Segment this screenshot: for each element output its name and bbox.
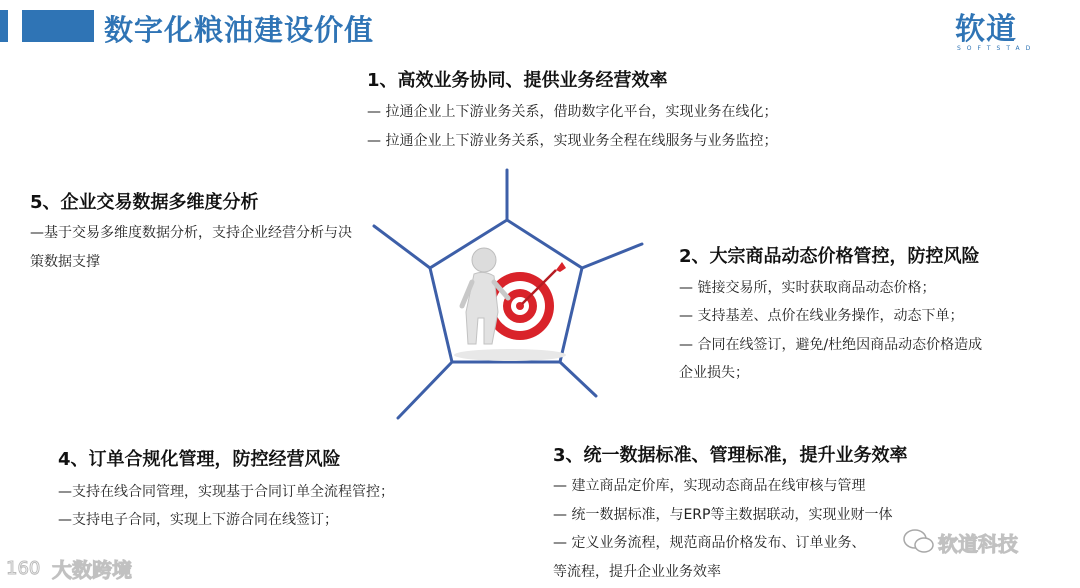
section-4-line: —支持在线合同管理，实现基于合同订单全流程管控； — [58, 484, 394, 500]
section-2-line: — 链接交易所，实时获取商品动态价格； — [679, 280, 936, 296]
section-1-line: — 拉通企业上下游业务关系，实现业务全程在线服务与业务监控； — [367, 133, 778, 149]
svg-text:160: 160 — [6, 558, 41, 579]
section-3-line: — 建立商品定价库，实现动态商品在线审核与管理 — [553, 478, 866, 494]
section-5-line: 策数据支撑 — [30, 254, 100, 270]
section-2-line: — 支持基差、点价在线业务操作，动态下单； — [679, 308, 964, 324]
section-3-line: 等流程，提升企业业务效率 — [553, 564, 721, 580]
section-5-line: —基于交易多维度数据分析，支持企业经营分析与决 — [30, 225, 352, 241]
section-1-line: — 拉通企业上下游业务关系，借助数字化平台，实现业务在线化； — [367, 104, 778, 120]
section-2-line: 企业损失； — [679, 365, 749, 381]
logo-text: 软道 — [955, 12, 1017, 47]
logo-subtext: SOFTSTAD — [957, 45, 1037, 52]
section-4-title: 4、订单合规化管理，防控经营风险 — [58, 449, 341, 470]
section-5-title: 5、企业交易数据多维度分析 — [30, 192, 259, 213]
wechat-icon — [902, 526, 936, 556]
section-1-title: 1、高效业务协同、提供业务经营效率 — [367, 70, 668, 91]
spoke-bottom-right — [560, 362, 596, 396]
section-4-line: —支持电子合同，实现上下游合同在线签订； — [58, 512, 338, 528]
watermark-logo-icon — [6, 555, 46, 579]
spoke-left — [374, 226, 430, 268]
target-figure-icon — [454, 248, 566, 361]
section-2-title: 2、大宗商品动态价格管控，防控风险 — [679, 246, 980, 267]
section-3-line: — 定义业务流程，规范商品价格发布、订单业务、 — [553, 535, 866, 551]
section-3-line: — 统一数据标准，与ERP等主数据联动，实现业财一体 — [553, 507, 893, 523]
watermark-right: 软道科技 — [938, 532, 1018, 556]
spoke-bottom-left — [398, 362, 452, 418]
page-title: 数字化粮油建设价值 — [104, 13, 375, 47]
section-2-line: — 合同在线签订，避免/杜绝因商品动态价格造成 — [679, 337, 983, 353]
section-3-title: 3、统一数据标准、管理标准，提升业务效率 — [553, 445, 908, 466]
watermark-left: 大数跨境 — [52, 558, 132, 582]
spoke-right — [582, 244, 642, 268]
